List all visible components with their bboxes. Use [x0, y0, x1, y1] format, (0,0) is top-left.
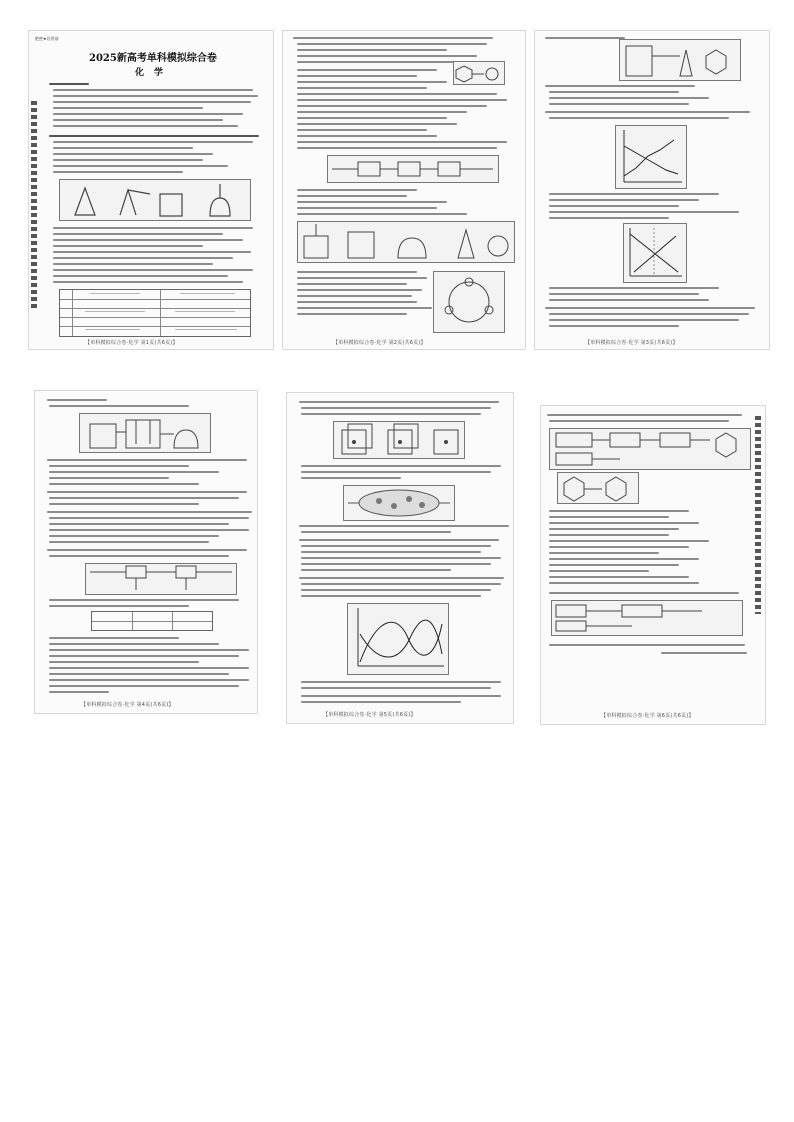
- text-line: [47, 399, 107, 401]
- text-line: [549, 293, 699, 295]
- text-line: [301, 563, 491, 565]
- text-line: [49, 637, 179, 639]
- text-line: [301, 701, 461, 703]
- text-line: [53, 125, 238, 127]
- text-line: [49, 135, 259, 137]
- curve-graph: [347, 603, 449, 675]
- text-line: [49, 673, 229, 675]
- text-line: [661, 652, 747, 654]
- text-line: [53, 251, 251, 253]
- text-line: [297, 207, 437, 209]
- text-line: [549, 546, 689, 548]
- text-line: [297, 43, 487, 45]
- text-line: [49, 405, 189, 407]
- text-line: [549, 564, 679, 566]
- molecular-cluster-figure: [343, 485, 455, 521]
- text-line: [297, 117, 447, 119]
- text-line: [49, 503, 199, 505]
- text-line: [49, 679, 249, 681]
- structure-figure: [557, 472, 639, 504]
- page-6: [540, 405, 766, 725]
- text-line: [549, 558, 699, 560]
- text-line: [49, 691, 109, 693]
- text-line: [53, 257, 233, 259]
- text-line: [49, 667, 249, 669]
- text-line: [297, 93, 497, 95]
- synthesis-route-figure: [549, 428, 751, 470]
- page-footer: 【单科模拟综合卷·化学 第2页(共6页)】: [333, 340, 426, 346]
- text-line: [297, 75, 417, 77]
- page-2: [282, 30, 526, 350]
- text-line: [53, 171, 183, 173]
- text-line: [53, 153, 213, 155]
- text-line: [47, 549, 247, 551]
- text-line: [549, 516, 669, 518]
- text-line: [47, 511, 252, 513]
- page-4: [34, 390, 258, 714]
- text-line: [49, 649, 249, 651]
- text-line: [53, 269, 253, 271]
- apparatus-figure: [59, 179, 251, 221]
- exam-title: 2025新高考单科模拟综合卷: [89, 53, 217, 64]
- text-line: [297, 61, 457, 63]
- text-line: [49, 517, 249, 519]
- text-line: [49, 605, 189, 607]
- crystal-structure-figure: [333, 421, 465, 459]
- data-table: [91, 611, 213, 631]
- text-line: [549, 325, 679, 327]
- text-line: [53, 239, 243, 241]
- text-line: [49, 685, 239, 687]
- text-line: [549, 644, 745, 646]
- text-line: [301, 471, 491, 473]
- text-line: [301, 465, 501, 467]
- page-3: [534, 30, 770, 350]
- page-5: [286, 392, 514, 724]
- text-line: [53, 89, 253, 91]
- text-line: [49, 477, 169, 479]
- text-line: [297, 105, 487, 107]
- text-line: [549, 217, 669, 219]
- text-line: [549, 91, 679, 93]
- text-line: [53, 101, 251, 103]
- text-line: [297, 99, 507, 101]
- page-footer: 【单科模拟综合卷·化学 第5页(共6页)】: [323, 712, 416, 718]
- text-line: [49, 655, 239, 657]
- text-line: [549, 299, 709, 301]
- text-line: [549, 319, 739, 321]
- text-line: [301, 589, 491, 591]
- text-line: [297, 111, 467, 113]
- text-line: [549, 592, 739, 594]
- text-line: [301, 569, 451, 571]
- text-line: [297, 213, 467, 215]
- molecule-figure: [453, 61, 505, 85]
- text-line: [545, 307, 755, 309]
- text-line: [549, 510, 689, 512]
- subject-title: 化学: [135, 68, 174, 78]
- text-line: [49, 643, 219, 645]
- text-line: [53, 281, 243, 283]
- text-line: [297, 201, 447, 203]
- text-line: [297, 189, 417, 191]
- text-line: [53, 227, 253, 229]
- text-line: [49, 541, 209, 543]
- text-line: [53, 119, 223, 121]
- text-line: [297, 69, 437, 71]
- text-line: [297, 289, 422, 291]
- text-line: [301, 551, 481, 553]
- text-line: [545, 37, 625, 39]
- text-line: [301, 413, 481, 415]
- text-line: [297, 141, 507, 143]
- text-line: [49, 483, 199, 485]
- equilibrium-graph: [623, 223, 687, 283]
- text-line: [549, 287, 719, 289]
- text-line: [297, 271, 417, 273]
- apparatus-figure: [619, 39, 741, 81]
- text-line: [49, 529, 249, 531]
- text-line: [47, 491, 247, 493]
- text-line: [49, 497, 239, 499]
- text-line: [49, 555, 229, 557]
- text-line: [49, 661, 199, 663]
- text-line: [549, 313, 749, 315]
- text-line: [297, 129, 427, 131]
- text-line: [53, 147, 193, 149]
- text-line: [53, 233, 223, 235]
- text-line: [299, 401, 499, 403]
- text-line: [297, 283, 407, 285]
- text-line: [49, 599, 239, 601]
- text-line: [549, 576, 689, 578]
- lab-apparatus-figure: [297, 221, 515, 263]
- page-footer: 【单科模拟综合卷·化学 第6页(共6页)】: [601, 713, 694, 719]
- text-line: [293, 37, 493, 39]
- text-line: [297, 81, 447, 83]
- text-line: [549, 522, 699, 524]
- text-line: [301, 531, 451, 533]
- text-line: [549, 97, 709, 99]
- text-line: [301, 595, 481, 597]
- text-line: [549, 528, 679, 530]
- text-line: [549, 193, 719, 195]
- text-line: [299, 577, 504, 579]
- process-flow-figure: [85, 563, 237, 595]
- text-line: [53, 245, 203, 247]
- header-corner: 绝密★启用前: [35, 36, 59, 41]
- text-line: [297, 195, 407, 197]
- text-line: [545, 111, 750, 113]
- electrolysis-apparatus: [79, 413, 211, 453]
- text-line: [549, 103, 689, 105]
- text-line: [549, 570, 649, 572]
- text-line: [301, 695, 501, 697]
- text-line: [297, 277, 427, 279]
- binding-line: [755, 416, 761, 614]
- text-line: [49, 465, 189, 467]
- text-line: [49, 523, 229, 525]
- text-line: [53, 95, 258, 97]
- synthesis-route-figure: [551, 600, 743, 636]
- text-line: [49, 535, 219, 537]
- cycle-diagram: [433, 271, 505, 333]
- text-line: [53, 165, 228, 167]
- text-line: [549, 211, 739, 213]
- text-line: [53, 141, 253, 143]
- text-line: [549, 552, 659, 554]
- text-line: [549, 582, 699, 584]
- line-graph: [615, 125, 687, 189]
- text-line: [301, 477, 401, 479]
- text-line: [299, 525, 509, 527]
- text-line: [49, 83, 89, 85]
- page-1: [28, 30, 274, 350]
- process-flow-figure: [327, 155, 499, 183]
- page-footer: 【单科模拟综合卷·化学 第4页(共6页)】: [81, 702, 174, 708]
- text-line: [301, 583, 501, 585]
- text-line: [297, 123, 457, 125]
- text-line: [297, 307, 432, 309]
- text-line: [297, 301, 417, 303]
- page-footer: 【单科模拟综合卷·化学 第3页(共6页)】: [585, 340, 678, 346]
- text-line: [547, 414, 742, 416]
- text-line: [301, 681, 501, 683]
- text-line: [297, 295, 412, 297]
- binding-line: [31, 101, 37, 309]
- text-line: [549, 199, 699, 201]
- text-line: [297, 87, 427, 89]
- text-line: [549, 205, 679, 207]
- text-line: [301, 557, 501, 559]
- text-line: [53, 113, 243, 115]
- text-line: [301, 407, 491, 409]
- text-line: [47, 459, 247, 461]
- text-line: [53, 159, 203, 161]
- text-line: [549, 117, 729, 119]
- data-table: [59, 289, 251, 337]
- page-footer: 【单科模拟综合卷·化学 第1页(共6页)】: [85, 340, 178, 346]
- text-line: [49, 471, 219, 473]
- text-line: [549, 540, 709, 542]
- text-line: [549, 420, 729, 422]
- text-line: [297, 313, 407, 315]
- text-line: [53, 107, 203, 109]
- text-line: [297, 147, 497, 149]
- text-line: [545, 85, 695, 87]
- text-line: [297, 135, 437, 137]
- text-line: [301, 545, 491, 547]
- text-line: [53, 263, 213, 265]
- text-line: [53, 275, 228, 277]
- text-line: [549, 534, 669, 536]
- text-line: [297, 49, 447, 51]
- text-line: [299, 539, 499, 541]
- text-line: [301, 687, 491, 689]
- text-line: [297, 55, 477, 57]
